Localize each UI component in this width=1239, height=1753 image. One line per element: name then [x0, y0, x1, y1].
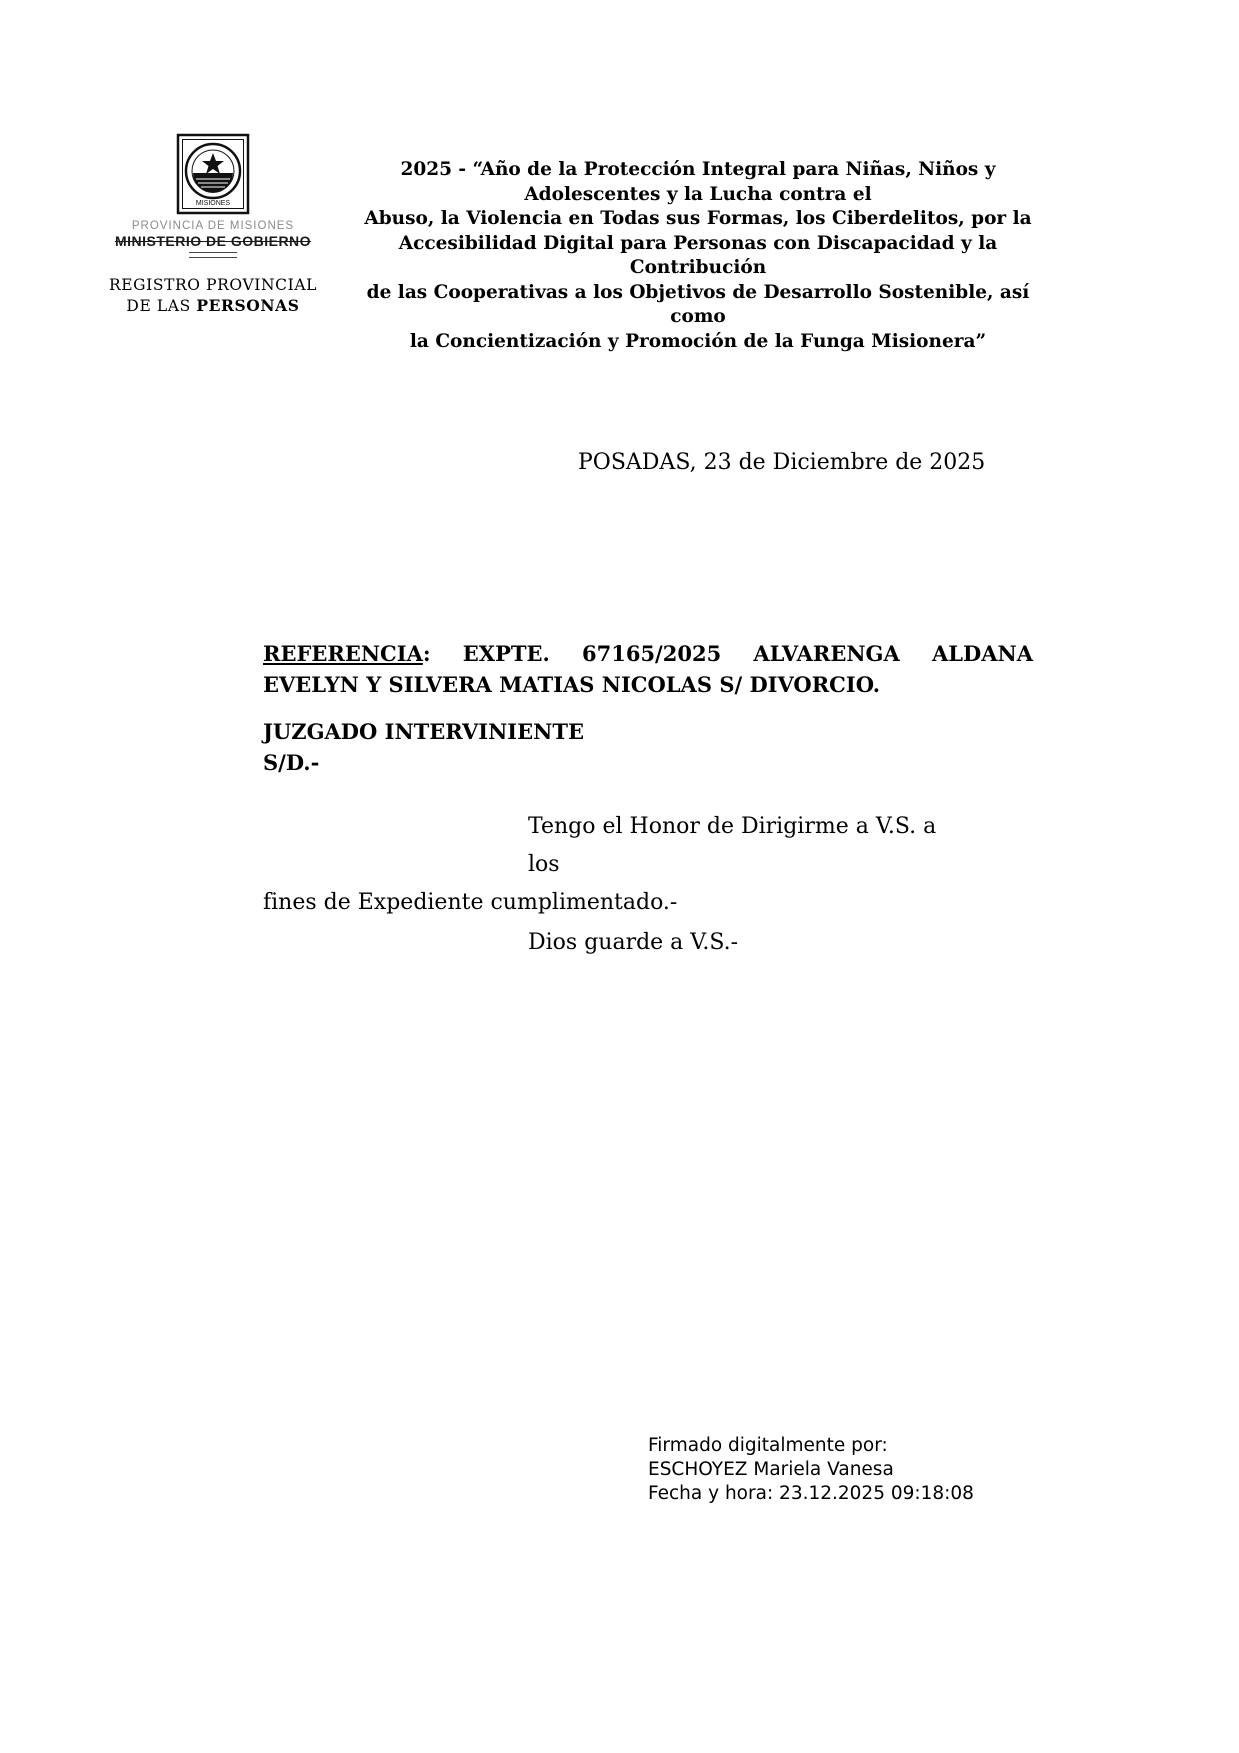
- year-motto-line-1: 2025 - “Año de la Protección Integral para Niñas, Niños y: [400, 159, 996, 180]
- reference-label: REFERENCIA: [263, 641, 423, 666]
- closing-line: Dios guarde a V.S.-: [528, 930, 739, 955]
- date-line: POSADAS, 23 de Diciembre de 2025: [578, 450, 986, 475]
- reference-line-1-rest: : EXPTE. 67165/2025 ALVARENGA ALDANA: [422, 641, 1033, 666]
- svg-text:MISIONES: MISIONES: [195, 200, 231, 207]
- ministry-flourish-divider: [189, 252, 237, 258]
- digital-signature-block: [648, 1434, 974, 1506]
- office-name-line2: [103, 296, 323, 315]
- year-motto-line-6: la Concientización y Promoción de la Funga Misionera”: [409, 330, 987, 352]
- office-name-line2-regular: DE LAS: [126, 297, 197, 315]
- provincial-seal-icon: [176, 133, 250, 215]
- reference-block: [263, 638, 1033, 700]
- letterhead-left-block: [103, 133, 323, 315]
- court-block: [263, 716, 584, 778]
- ministry-caption: MINISTERIO DE GOBIERNO: [114, 233, 312, 249]
- office-name-line2-bold: PERSONAS: [196, 296, 300, 315]
- year-motto-line-2: Adolescentes y la Lucha contra el: [524, 183, 872, 205]
- signature-line-1: Firmado digitalmente por:: [648, 1435, 888, 1456]
- body-paragraph-line-2: fines de Expediente cumplimentado.-: [263, 890, 678, 915]
- reference-line-2: EVELYN Y SILVERA MATIAS NICOLAS S/ DIVORCIO.: [263, 672, 881, 697]
- salutation-line: S/D.-: [263, 750, 320, 775]
- signature-name: ESCHOYEZ Mariela Vanesa: [648, 1459, 894, 1480]
- provincial-seal-logo: [103, 133, 323, 215]
- body-paragraph-line-1: Tengo el Honor de Dirigirme a V.S. a los: [528, 814, 937, 877]
- year-motto-line-5: de las Cooperativas a los Objetivos de Desarrollo Sostenible, así como: [366, 281, 1030, 327]
- office-name-line1: REGISTRO PROVINCIAL: [108, 276, 318, 294]
- reference-line-1: [263, 638, 1033, 669]
- year-motto-block: [348, 158, 1048, 354]
- court-line: JUZGADO INTERVINIENTE: [263, 719, 584, 744]
- year-motto-line-3: Abuso, la Violencia en Todas sus Formas, los Ciberdelitos, por la: [364, 208, 1032, 229]
- province-caption: PROVINCIA DE MISIONES: [131, 220, 295, 232]
- year-motto-line-4: Accesibilidad Digital para Personas con Discapacidad y la Contribución: [398, 232, 998, 278]
- signature-datetime: Fecha y hora: 23.12.2025 09:18:08: [648, 1483, 974, 1504]
- body-paragraph: [263, 808, 973, 922]
